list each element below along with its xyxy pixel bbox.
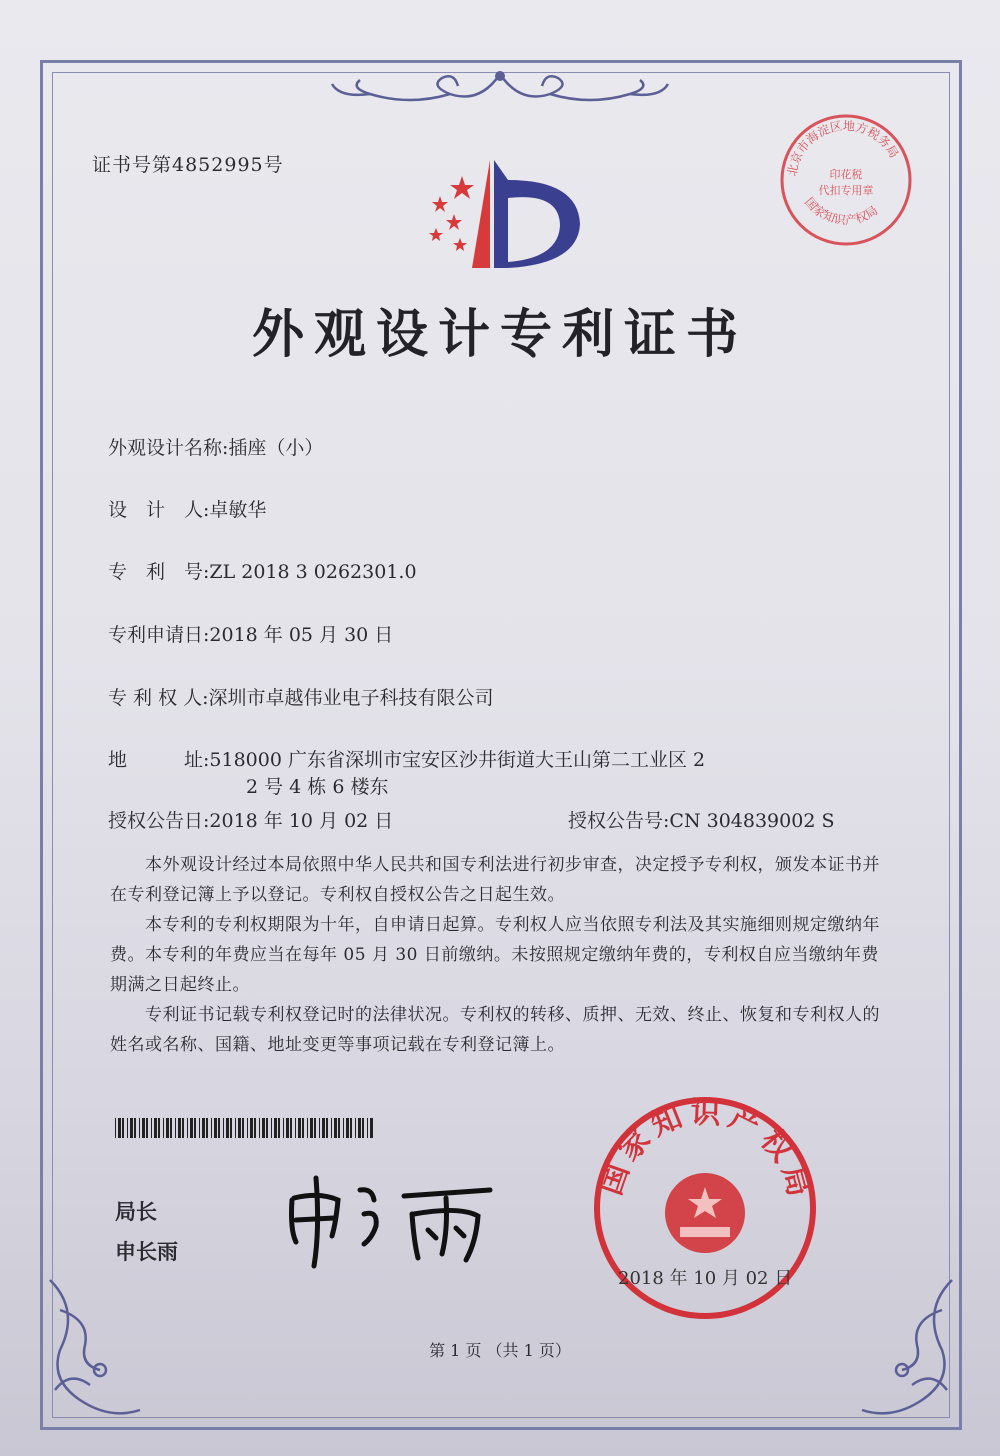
designer-row (108, 495, 266, 522)
tax-stamp-bottom-text: 国家知识产权局 (801, 194, 881, 228)
paragraph-grant: 本外观设计经过本局依照中华人民共和国专利法进行初步审查，决定授予专利权，颁发本证书并在专利登记簿上予以登记。专利权自授权公告之日起生效。 (110, 855, 880, 905)
address-value-line2: 2 号 4 栋 6 楼东 (246, 776, 389, 798)
certificate-number: 证书号第4852995号 (92, 154, 284, 176)
patent-number-row (108, 557, 417, 584)
grant-date-row (108, 806, 393, 833)
grant-date-value: 2018 年 10 月 02 日 (209, 810, 394, 832)
seal-date: 2018 年 10 月 02 日 (618, 1268, 793, 1289)
grant-publication-number-label: 授权公告号: (568, 810, 670, 832)
tax-stamp-icon (776, 110, 916, 250)
barcode-icon (115, 1118, 375, 1138)
signatory-name: 申长雨 (115, 1240, 178, 1264)
tax-stamp-ring-text: 北京市海淀区地方税务局 (784, 118, 902, 178)
filing-date-value: 2018 年 05 月 30 日 (209, 624, 394, 646)
address-label: 地 址: (108, 749, 210, 771)
filing-date-label: 专利申请日: (108, 624, 210, 646)
designer-value: 卓敏华 (209, 499, 267, 521)
seal-ring-text: 国家知识产权局 (593, 1095, 818, 1206)
filing-date-row (108, 620, 393, 647)
paragraph-legal-status: 专利证书记载专利权登记时的法律状况。专利权的转移、质押、无效、终止、恢复和专利权人的姓名或名称、国籍、地址变更等事项记载在专利登记簿上。 (110, 1005, 880, 1055)
handwritten-signature-icon (280, 1170, 510, 1270)
page-number: 第 1 页 （共 1 页） (429, 1341, 571, 1360)
grant-publication-number-row (568, 806, 834, 833)
patent-number-value: ZL 2018 3 0262301.0 (209, 561, 417, 583)
patent-number-label: 专 利 号: (108, 561, 210, 583)
tax-stamp-center-line2: 代扣专用章 (818, 184, 874, 197)
patent-office-emblem-icon (410, 158, 590, 278)
grant-publication-number-value: CN 304839002 S (669, 810, 835, 832)
top-ornament-icon (330, 64, 670, 114)
svg-text:国家知识产权局 (802, 195, 880, 228)
tax-stamp-center-line1: 印花税 (829, 168, 863, 181)
patentee-row (108, 683, 494, 710)
patentee-value: 深圳市卓越伟业电子科技有限公司 (208, 687, 494, 709)
patentee-label: 专 利 权 人: (108, 687, 209, 709)
designer-label: 设 计 人: (108, 499, 210, 521)
address-value-line1: 518000 广东省深圳市宝安区沙井街道大王山第二工业区 2 (209, 749, 706, 771)
paragraph-term: 本专利的专利权期限为十年，自申请日起算。专利权人应当依照专利法及其实施细则规定缴纳年费。本专利的年费应当在每年 05 月 30 日前缴纳。未按照规定缴纳年费的，专利权自应当缴纳年费期满之日起终止。 (110, 915, 880, 995)
grant-date-label: 授权公告日: (108, 810, 210, 832)
design-name-value: 插座（小） (228, 437, 324, 459)
signatory-title: 局长 (115, 1200, 157, 1224)
certificate-title: 外观设计专利证书 (251, 304, 748, 365)
address-row (108, 745, 705, 772)
design-name-row (108, 433, 323, 460)
design-name-label: 外观设计名称: (108, 437, 229, 459)
